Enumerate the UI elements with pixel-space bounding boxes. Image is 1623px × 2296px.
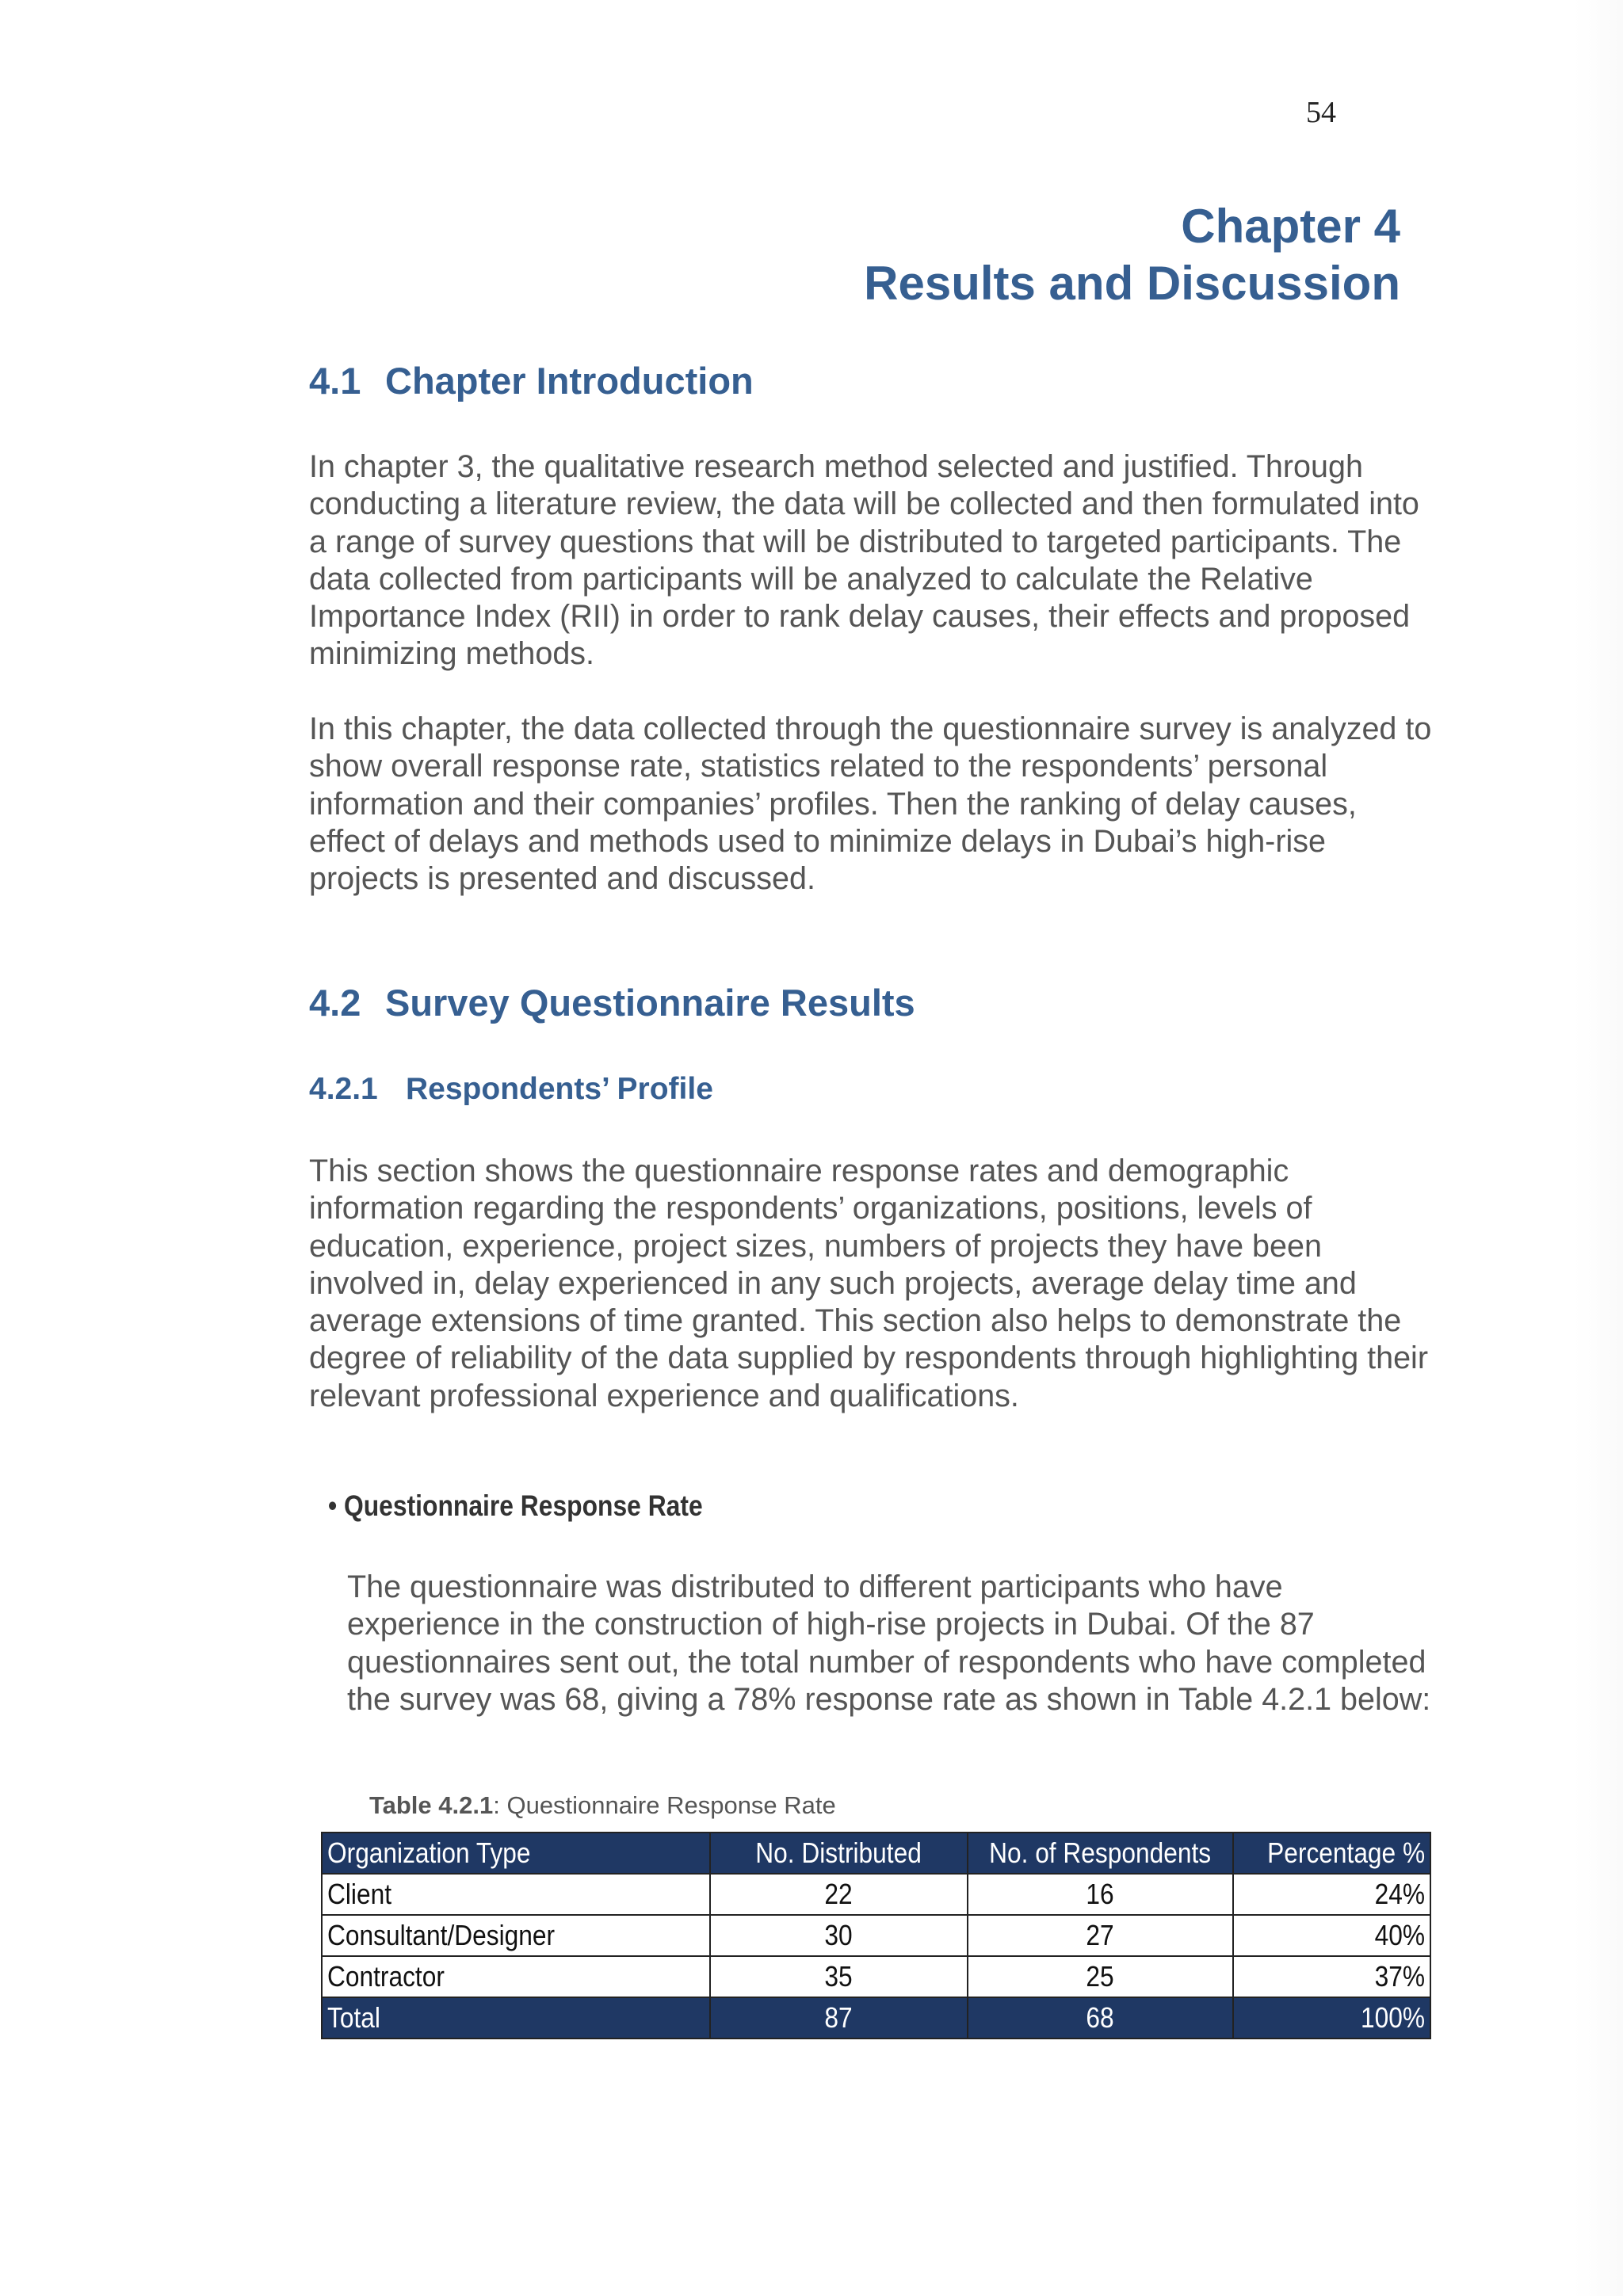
table-cell: 25 [968,1956,1233,1997]
intro-paragraph-1: In chapter 3, the qualitative research method selected and justified. Through conducting a literature review, the data will be collected and then formulated into a range of survey questions that will be distributed to targeted participants. The data collected from participants will be analyzed to calculate the Relative Importance Index (RII) in order to rank delay causes, their effects and proposed minimizing methods. [309,449,1419,672]
section-heading-4-2 [309,981,915,1025]
profile-paragraph: This section shows the questionnaire response rates and demographic information regarding the respondents’ organizations, positions, levels of education, experience, project sizes, numbers of projects they have been involved in, delay experienced in any such projects, average delay time and average extensions of time granted. This section also helps to demonstrate the degree of reliability of the data supplied by respondents through highlighting their relevant professional experience and qualifications. [309,1154,1428,1413]
chapter-title: Results and Discussion [864,257,1400,310]
table-cell: 30 [710,1915,968,1956]
subsection-title: Respondents’ Profile [406,1072,713,1106]
table-cell: Consultant/Designer [322,1915,710,1956]
table-cell: Contractor [322,1956,710,1997]
chapter-heading [864,198,1400,312]
table-cell: Total [322,1997,710,2039]
table-cell: 27 [968,1915,1233,1956]
table-cell: 24% [1233,1874,1430,1915]
intro-paragraph-2: In this chapter, the data collected through the questionnaire survey is analyzed to show overall response rate, statistics related to the respondents’ personal information and their companies’ profiles. Then the ranking of delay causes, effect of delays and methods used to minimize delays in Dubai’s high-rise projects is presented and discussed. [309,711,1432,897]
table-header-row [322,1833,1430,1874]
section-heading-4-1 [309,359,754,403]
header-percentage: Percentage % [1233,1833,1430,1874]
table-cell: 68 [968,1997,1233,2039]
response-rate-table [321,1832,1431,2039]
bullet-icon: • [328,1489,338,1522]
table-cell: 87 [710,1997,968,2039]
table-total-row [322,1997,1430,2039]
table-row [322,1956,1430,1997]
response-rate-paragraph: The questionnaire was distributed to different participants who have experience in the construction of high-rise projects in Dubai. Of the 87 questionnaires sent out, the total number of respondents who have completed the survey was 68, giving a 78% response rate as shown in Table 4.2.1 below: [347,1569,1431,1717]
subsection-number: 4.2.1 [309,1072,378,1106]
table-cell: 100% [1233,1997,1430,2039]
header-no-respondents: No. of Respondents [968,1833,1233,1874]
page-number: 54 [1306,96,1336,129]
table-row [322,1915,1430,1956]
bullet-label: Questionnaire Response Rate [343,1489,703,1522]
table-cell: 35 [710,1956,968,1997]
table-caption [369,1791,836,1821]
section-title: Survey Questionnaire Results [385,982,915,1024]
header-no-distributed: No. Distributed [710,1833,968,1874]
header-organization-type: Organization Type [322,1833,710,1874]
table-cell: Client [322,1874,710,1915]
table-cell: 40% [1233,1915,1430,1956]
section-number: 4.1 [309,360,361,402]
table-cell: 16 [968,1874,1233,1915]
table-row [322,1874,1430,1915]
section-number: 4.2 [309,982,361,1024]
subsection-heading-4-2-1 [309,1070,713,1108]
page-edge [1458,0,1623,2296]
table-cell: 22 [710,1874,968,1915]
table-cell: 37% [1233,1956,1430,1997]
table-caption-text: : Questionnaire Response Rate [493,1791,836,1819]
bullet-heading [328,1488,703,1524]
section-title: Chapter Introduction [385,360,754,402]
table-caption-label: Table 4.2.1 [369,1791,494,1819]
chapter-label: Chapter 4 [1181,200,1400,253]
